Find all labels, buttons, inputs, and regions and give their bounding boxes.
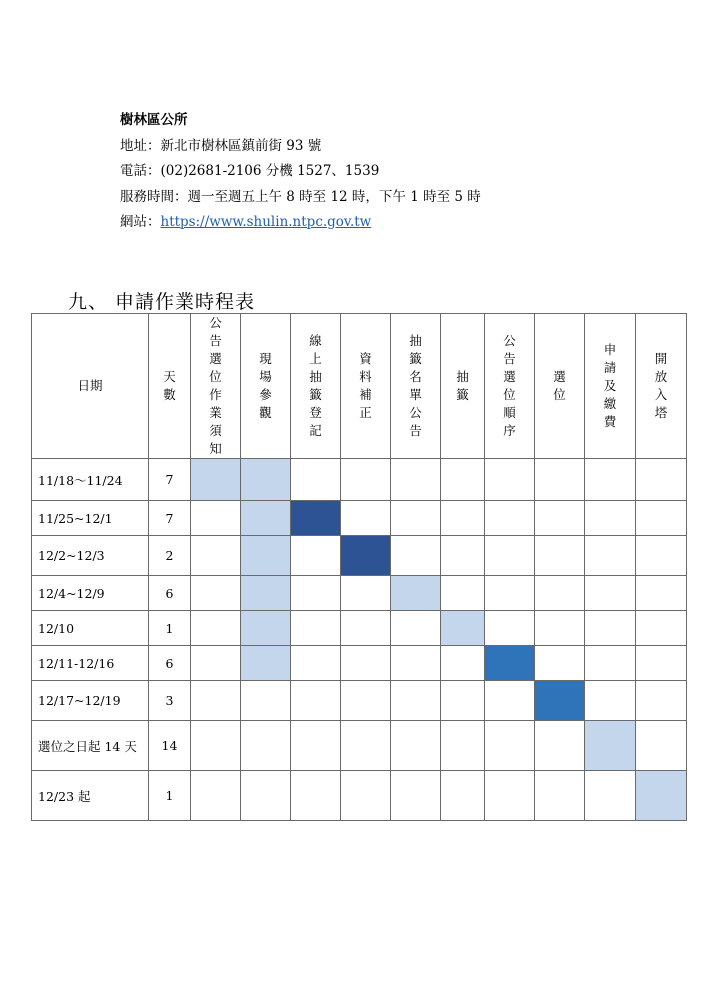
schedule-cell-filled <box>585 721 636 771</box>
schedule-cell <box>535 576 585 611</box>
table-row <box>32 576 687 611</box>
schedule-cell <box>191 721 241 771</box>
office-info <box>120 108 481 236</box>
date-cell: 12/23 起 <box>32 771 149 821</box>
schedule-cell <box>191 681 241 721</box>
schedule-cell <box>585 501 636 536</box>
date-cell: 11/25~12/1 <box>32 501 149 536</box>
schedule-cell <box>241 721 291 771</box>
header-cell <box>149 314 191 459</box>
header-label: 資料補正 <box>359 351 372 420</box>
days-cell: 6 <box>149 576 191 611</box>
schedule-cell <box>341 611 391 646</box>
days-cell: 14 <box>149 721 191 771</box>
date-cell: 12/10 <box>32 611 149 646</box>
office-website <box>120 210 481 236</box>
schedule-cell <box>585 646 636 681</box>
header-cell <box>535 314 585 459</box>
days-cell: 7 <box>149 459 191 501</box>
schedule-cell <box>291 611 341 646</box>
schedule-cell <box>241 681 291 721</box>
schedule-cell <box>535 501 585 536</box>
schedule-cell <box>191 771 241 821</box>
table-row <box>32 611 687 646</box>
schedule-cell <box>191 611 241 646</box>
header-label: 公告選位順序 <box>503 333 516 438</box>
table-row <box>32 459 687 501</box>
table-row <box>32 646 687 681</box>
date-cell: 12/2~12/3 <box>32 536 149 576</box>
header-label: 抽籤名單公告 <box>409 333 422 438</box>
header-label: 現場參觀 <box>259 351 272 420</box>
schedule-cell <box>391 611 441 646</box>
schedule-cell <box>485 611 535 646</box>
schedule-cell <box>485 721 535 771</box>
header-cell <box>341 314 391 459</box>
days-cell: 1 <box>149 611 191 646</box>
header-label: 線上抽籤登記 <box>309 333 322 438</box>
schedule-cell <box>291 536 341 576</box>
schedule-cell <box>341 681 391 721</box>
header-cell <box>636 314 687 459</box>
schedule-cell <box>485 536 535 576</box>
section-title: 九、 申請作業時程表 <box>68 291 256 313</box>
schedule-cell <box>441 459 485 501</box>
date-cell: 11/18～11/24 <box>32 459 149 501</box>
schedule-cell <box>391 536 441 576</box>
days-cell: 7 <box>149 501 191 536</box>
days-cell: 2 <box>149 536 191 576</box>
schedule-cell <box>535 611 585 646</box>
schedule-cell <box>636 501 687 536</box>
schedule-cell <box>485 576 535 611</box>
header-label: 日期 <box>77 378 103 393</box>
schedule-cell <box>485 771 535 821</box>
schedule-cell-filled <box>191 459 241 501</box>
header-row <box>32 314 687 459</box>
schedule-cell <box>391 771 441 821</box>
schedule-cell <box>585 611 636 646</box>
header-label: 天數 <box>163 369 176 402</box>
header-cell <box>32 314 149 459</box>
schedule-cell <box>391 721 441 771</box>
schedule-cell <box>441 771 485 821</box>
schedule-cell <box>391 459 441 501</box>
schedule-cell <box>391 501 441 536</box>
schedule-cell <box>291 771 341 821</box>
header-label: 申請及繳費 <box>603 342 617 429</box>
schedule-cell <box>636 611 687 646</box>
schedule-cell-filled <box>241 646 291 681</box>
schedule-cell <box>191 576 241 611</box>
schedule-cell <box>291 576 341 611</box>
table-row <box>32 536 687 576</box>
header-label: 開放入塔 <box>654 351 668 420</box>
schedule-cell <box>391 681 441 721</box>
days-cell: 6 <box>149 646 191 681</box>
days-cell: 1 <box>149 771 191 821</box>
header-cell <box>191 314 241 459</box>
schedule-cell <box>341 721 391 771</box>
schedule-cell <box>191 536 241 576</box>
schedule-cell <box>535 721 585 771</box>
schedule-cell <box>391 646 441 681</box>
header-cell <box>485 314 535 459</box>
schedule-cell <box>191 501 241 536</box>
schedule-cell <box>535 536 585 576</box>
schedule-cell <box>636 721 687 771</box>
date-cell: 12/17~12/19 <box>32 681 149 721</box>
schedule-cell <box>585 459 636 501</box>
schedule-cell <box>291 646 341 681</box>
schedule-cell-filled <box>291 501 341 536</box>
schedule-cell-filled <box>241 536 291 576</box>
schedule-cell <box>441 681 485 721</box>
schedule-cell <box>485 459 535 501</box>
schedule-cell <box>441 576 485 611</box>
header-label: 選位 <box>553 369 566 402</box>
schedule-cell <box>636 459 687 501</box>
schedule-cell <box>441 501 485 536</box>
office-address: 地址：新北市樹林區鎮前街 93 號 <box>120 137 322 154</box>
schedule-cell <box>291 681 341 721</box>
office-name: 樹林區公所 <box>120 112 188 128</box>
schedule-cell <box>636 646 687 681</box>
schedule-cell-filled <box>241 611 291 646</box>
schedule-cell <box>485 681 535 721</box>
schedule-cell <box>585 771 636 821</box>
schedule-cell <box>291 721 341 771</box>
table-row <box>32 681 687 721</box>
schedule-cell-filled <box>241 459 291 501</box>
schedule-cell-filled <box>241 501 291 536</box>
schedule-cell <box>585 536 636 576</box>
header-cell <box>391 314 441 459</box>
header-cell <box>291 314 341 459</box>
schedule-cell-filled <box>535 681 585 721</box>
date-cell: 選位之日起 14 天 <box>32 721 149 771</box>
schedule-cell <box>341 459 391 501</box>
header-cell <box>241 314 291 459</box>
schedule-cell <box>341 576 391 611</box>
website-label: 網站： <box>120 214 161 230</box>
header-cell <box>441 314 485 459</box>
schedule-cell <box>341 771 391 821</box>
schedule-cell-filled <box>485 646 535 681</box>
schedule-cell <box>535 771 585 821</box>
schedule-cell <box>585 681 636 721</box>
header-cell <box>585 314 636 459</box>
schedule-cell <box>636 681 687 721</box>
schedule-cell-filled <box>241 576 291 611</box>
schedule-cell <box>241 771 291 821</box>
website-link[interactable]: https://www.shulin.ntpc.gov.tw <box>160 214 372 230</box>
schedule-cell <box>341 501 391 536</box>
schedule-cell-filled <box>341 536 391 576</box>
office-phone: 電話：(02)2681-2106 分機 1527、1539 <box>120 163 380 179</box>
schedule-cell <box>441 646 485 681</box>
header-label: 抽籤 <box>456 369 469 402</box>
schedule-cell <box>441 721 485 771</box>
days-cell: 3 <box>149 681 191 721</box>
schedule-cell <box>585 576 636 611</box>
office-hours: 服務時間：週一至週五上午 8 時至 12 時，下午 1 時至 5 時 <box>120 188 481 205</box>
schedule-cell <box>535 459 585 501</box>
table-row <box>32 501 687 536</box>
schedule-cell-filled <box>391 576 441 611</box>
date-cell: 12/4~12/9 <box>32 576 149 611</box>
schedule-body <box>32 459 687 821</box>
schedule-cell-filled <box>441 611 485 646</box>
schedule-cell-filled <box>636 771 687 821</box>
header-label: 公告選位作業須知 <box>209 315 222 456</box>
table-row <box>32 721 687 771</box>
schedule-cell <box>191 646 241 681</box>
schedule-cell <box>291 459 341 501</box>
table-row <box>32 771 687 821</box>
schedule-table <box>31 313 687 821</box>
schedule-cell <box>441 536 485 576</box>
schedule-cell <box>485 501 535 536</box>
schedule-cell <box>535 646 585 681</box>
date-cell: 12/11-12/16 <box>32 646 149 681</box>
schedule-cell <box>341 646 391 681</box>
schedule-cell <box>636 536 687 576</box>
schedule-cell <box>636 576 687 611</box>
